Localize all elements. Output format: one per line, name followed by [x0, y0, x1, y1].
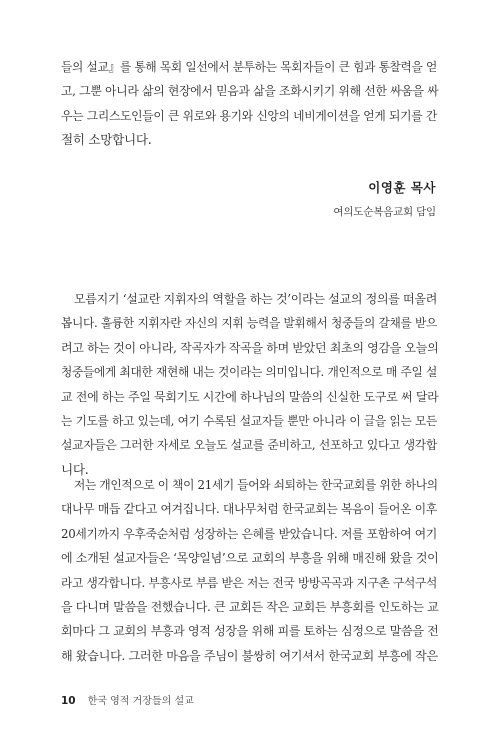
- text-line: 봅니다. 훌륭한 지휘자란 자신의 지휘 능력을 발휘해서 청중들의 갈채를 받으: [61, 316, 437, 331]
- signature-affiliation: 여의도순복음교회 담임: [333, 206, 436, 218]
- text-line: 우는 그리스도인들이 큰 위로와 용기와 신앙의 네비게이션을 얻게 되기를 간: [61, 108, 437, 123]
- text-line: 라고 생각합니다. 부흥사로 부름 받은 저는 전국 방방곡곡과 지구촌 구석구석: [61, 575, 437, 590]
- text-line: 대나무 매듭 같다고 여겨집니다. 대나무처럼 한국교회는 복음이 들어온 이후: [61, 502, 437, 517]
- text-line: 해 왔습니다. 그러한 마음을 주님이 불쌍히 여기셔서 한국교회 부흥에 작은: [61, 648, 438, 663]
- text-line: 회마다 그 교회의 부흥과 영적 성장을 위해 피를 토하는 심정으로 말씀을 전: [61, 624, 439, 639]
- text-line: 설교자들은 그러한 자세로 오늘도 설교를 준비하고, 선포하고 있다고 생각합: [61, 438, 437, 453]
- page-footer: [61, 692, 194, 707]
- text-line: 20세기까지 우후죽순처럼 성장하는 은혜를 받았습니다. 저를 포함하여 여기: [61, 526, 437, 541]
- top-paragraph: [61, 55, 437, 153]
- text-line: 을 다니며 말씀을 전했습니다. 큰 교회든 작은 교회든 부흥회를 인도하는 교: [61, 600, 439, 615]
- paragraph-preaching-definition: [61, 287, 437, 482]
- text-line: 저는 개인적으로 이 책이 21세기 들어와 쇠퇴하는 한국교회를 위한 하나의: [74, 478, 438, 492]
- text-line: 니다.: [61, 461, 89, 477]
- text-line: 는 기도를 하고 있는데, 여기 수록된 설교자들 뿐만 아니라 이 글을 읽는 모든: [61, 414, 437, 429]
- running-title: 한국 영적 거장들의 설교: [87, 696, 194, 707]
- signature-name: 이영훈 목사: [368, 180, 436, 195]
- text-line: 교 전에 하는 주일 묵회기도 시간에 하나님의 말씀의 신실한 도구로 써 달라: [61, 389, 439, 404]
- text-line: 에 소개된 설교자들은 ‘목양일념’으로 교회의 부흥을 위해 매진해 왔을 것이: [61, 551, 439, 566]
- text-line: 청중들에게 최대한 재현해 내는 것이라는 의미입니다. 개인적으로 매 주일 설: [61, 365, 437, 380]
- text-line: 모름지기 ‘설교란 지휘자의 역할을 하는 것’이라는 설교의 정의를 떠올려: [74, 292, 437, 306]
- text-line: 들의 설교』를 통해 목회 일선에서 분투하는 목회자들이 큰 힘과 통찰력을 얻: [61, 60, 437, 74]
- page-number: 10: [61, 695, 76, 707]
- text-line: 절히 소망합니다.: [61, 132, 152, 148]
- text-line: 려고 하는 것이 아니라, 작곡자가 작곡을 하며 받았던 최초의 영감을 오늘의: [61, 340, 439, 355]
- paragraph-bamboo-knot: [61, 473, 437, 668]
- text-line: 고, 그뿐 아니라 삶의 현장에서 믿음과 삶을 조화시키기 위해 선한 싸움을 싸: [61, 84, 439, 99]
